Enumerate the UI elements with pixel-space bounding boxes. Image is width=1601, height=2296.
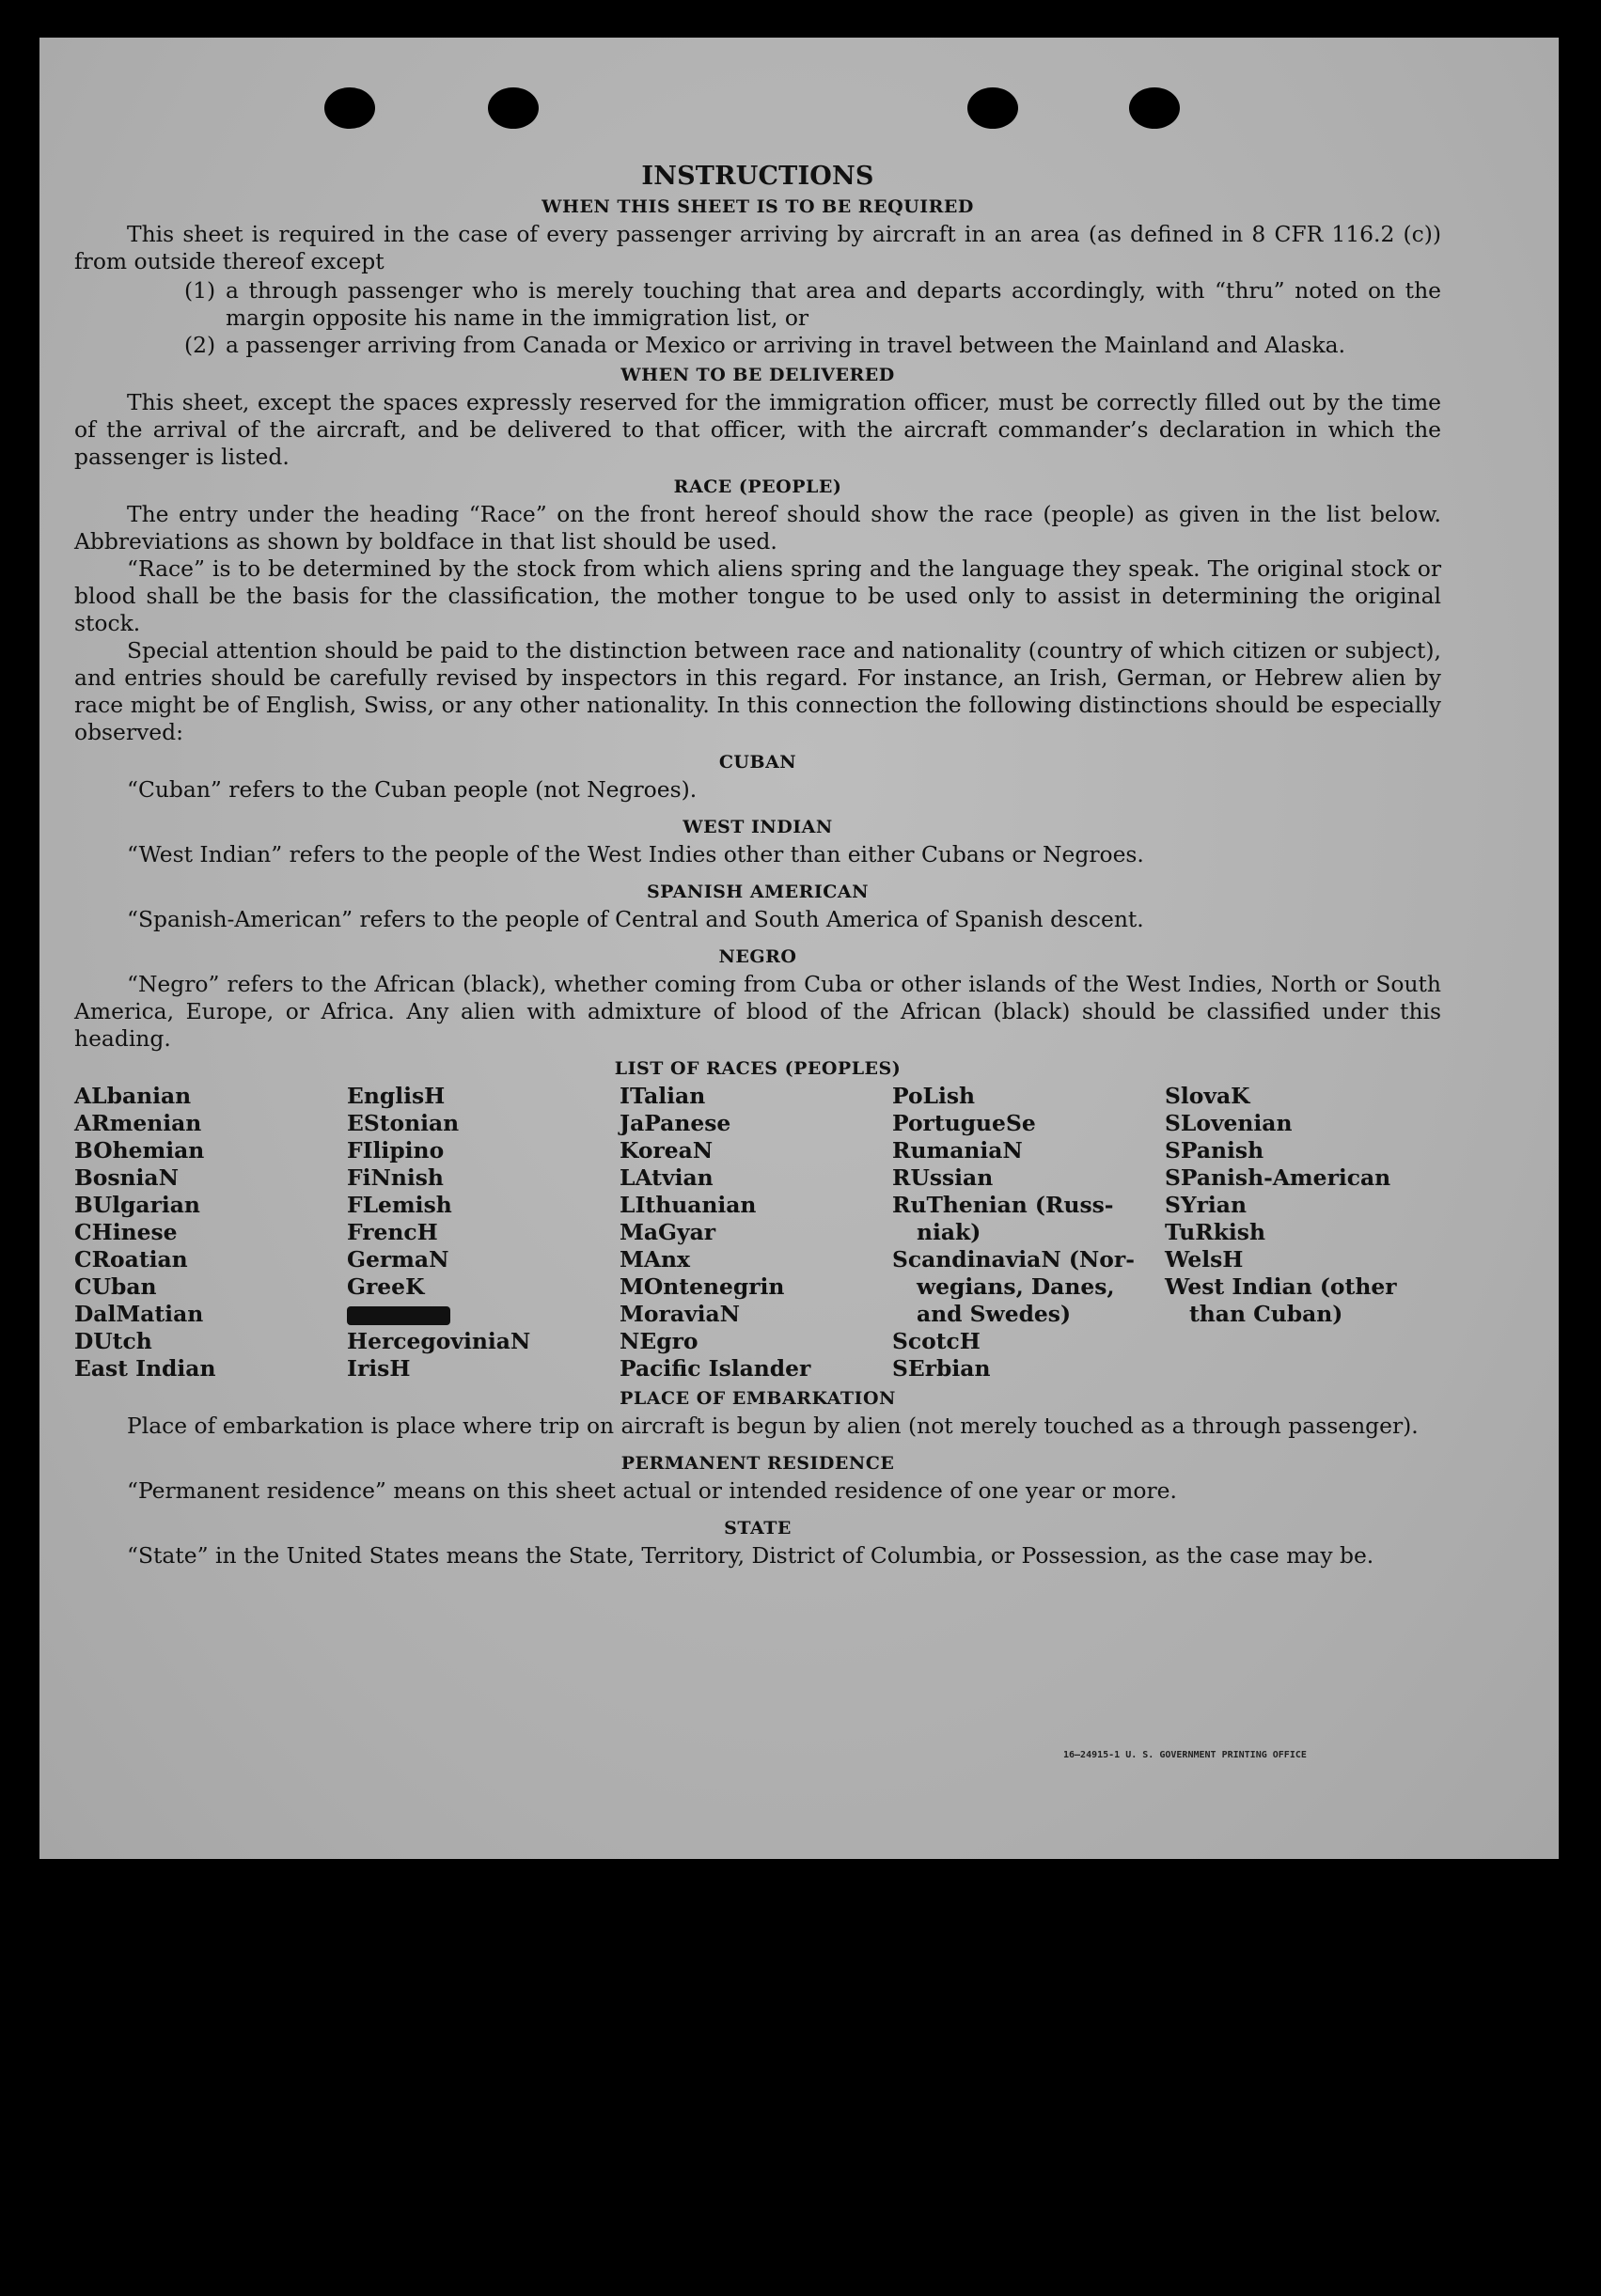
heading-state: STATE (724, 1518, 792, 1538)
race-item: PortugueSe (892, 1110, 1036, 1136)
race-item: RumaniaN (892, 1137, 1023, 1164)
race-item: ITalian (620, 1083, 706, 1109)
race-item: LIthuanian (620, 1192, 757, 1218)
punch-hole (967, 87, 1018, 129)
race-item: CRoatian (74, 1246, 188, 1273)
race-list (74, 1083, 1441, 1382)
race-item: SErbian (892, 1355, 991, 1382)
race-item: BUlgarian (74, 1192, 200, 1218)
race-column-3 (620, 1083, 892, 1382)
race-item: MOntenegrin (620, 1273, 785, 1300)
race-item: EStonian (347, 1110, 460, 1136)
heading-delivered: WHEN TO BE DELIVERED (620, 365, 895, 385)
race-paragraph-2: “Race” is to be determined by the stock from which aliens spring and the language they speak. The original stock or blood shall be the basis for the classification, the mother tongue to be used only to assist in determining the original stock. (74, 555, 1441, 636)
race-column-5 (1165, 1083, 1437, 1382)
race-item: BOhemian (74, 1137, 205, 1164)
heading-spanish-american: SPANISH AMERICAN (646, 882, 870, 902)
punch-hole (324, 87, 375, 129)
race-item: ALbanian (74, 1083, 192, 1109)
race-item: IrisH (347, 1355, 411, 1382)
race-item: WelsH (1165, 1246, 1244, 1273)
redaction-mark (347, 1306, 450, 1325)
exception-list (184, 277, 1441, 359)
race-column-2 (347, 1083, 620, 1382)
residence-text: “Permanent residence” means on this sheet actual or intended residence of one year or more. (127, 1477, 1177, 1504)
race-item-continued: niak) (917, 1219, 981, 1245)
race-item: ARmenian (74, 1110, 202, 1136)
race-item: FLemish (347, 1192, 452, 1218)
page-title: INSTRUCTIONS (641, 162, 874, 191)
race-item: HercegoviniaN (347, 1328, 531, 1354)
embarkation-text: Place of embarkation is place where trip on aircraft is begun by alien (not merely touched as a through passenger). (127, 1413, 1419, 1439)
race-item: West Indian (other (1165, 1273, 1397, 1300)
race-item: KoreaN (620, 1137, 714, 1164)
exception-item: (1) a through passenger who is merely touching that area and departs accordingly, with “thru” noted on the margin opposite his name in the immigration list, or (184, 277, 1441, 331)
race-item: FiNnish (347, 1164, 444, 1191)
race-item: TuRkish (1165, 1219, 1265, 1245)
race-item: ScandinaviaN (Nor- (892, 1246, 1135, 1273)
cuban-text: “Cuban” refers to the Cuban people (not Negroes). (127, 776, 698, 803)
race-item: GermaN (347, 1246, 449, 1273)
race-item: Pacific Islander (620, 1355, 811, 1382)
required-intro: This sheet is required in the case of every passenger arriving by aircraft in an area (as defined in 8 CFR 116.2 (c)) from outside thereof except (74, 221, 1441, 274)
exception-item: (2) a passenger arriving from Canada or Mexico or arriving in travel between the Mainland and Alaska. (184, 332, 1346, 358)
state-text: “State” in the United States means the State, Territory, District of Columbia, or Possession, as the case may be. (127, 1542, 1374, 1569)
race-item: FIlipino (347, 1137, 445, 1164)
race-item: EnglisH (347, 1083, 446, 1109)
instructions-body (74, 162, 1441, 1570)
race-item: MoraviaN (620, 1301, 740, 1327)
race-item: SPanish-American (1165, 1164, 1391, 1191)
race-item-continued: wegians, Danes, (917, 1273, 1115, 1300)
race-item: JaPanese (620, 1110, 731, 1136)
race-item: East Indian (74, 1355, 216, 1382)
heading-negro: NEGRO (718, 946, 797, 967)
heading-embarkation: PLACE OF EMBARKATION (620, 1388, 896, 1409)
race-column-1 (74, 1083, 347, 1382)
race-item: CUban (74, 1273, 157, 1300)
instruction-sheet (39, 38, 1559, 1859)
race-item: DUtch (74, 1328, 152, 1354)
punch-hole (488, 87, 539, 129)
race-item: GreeK (347, 1273, 425, 1300)
race-item: PoLish (892, 1083, 976, 1109)
race-item: SPanish (1165, 1137, 1264, 1164)
race-item: DalMatian (74, 1301, 204, 1327)
race-item: BosniaN (74, 1164, 179, 1191)
race-item-continued: than Cuban) (1189, 1301, 1343, 1327)
heading-west-indian: WEST INDIAN (683, 817, 833, 837)
race-item: NEgro (620, 1328, 698, 1354)
race-item: ScotcH (892, 1328, 981, 1354)
race-item: RuThenian (Russ- (892, 1192, 1114, 1218)
race-item: LAtvian (620, 1164, 714, 1191)
printing-office-code: 16—24915-1 U. S. GOVERNMENT PRINTING OFFICE (1063, 1750, 1307, 1760)
race-paragraph-3: Special attention should be paid to the distinction between race and nationality (country of which citizen or subject), and entries should be carefully revised by inspectors in this regard. For instance, an Irish, German, or Hebrew alien by race might be of English, Swiss, or any other nationality. In this connection the following distinctions should be especially observed: (74, 637, 1441, 745)
spanish-american-text: “Spanish-American” refers to the people of Central and South America of Spanish descent. (127, 906, 1144, 932)
race-item: MAnx (620, 1246, 690, 1273)
redacted-race-item (347, 1301, 620, 1328)
heading-cuban: CUBAN (718, 752, 797, 773)
delivered-text: This sheet, except the spaces expressly reserved for the immigration officer, must be correctly filled out by the time of the arrival of the aircraft, and be delivered to that officer, with the aircraft commander’s declaration in which the passenger is listed. (74, 389, 1441, 470)
race-column-4 (892, 1083, 1165, 1382)
race-item: SlovaK (1165, 1083, 1250, 1109)
race-paragraph-1: The entry under the heading “Race” on the front hereof should show the race (people) as given in the list below. Abbreviations as shown by boldface in that list should be used. (74, 501, 1441, 554)
race-item: CHinese (74, 1219, 178, 1245)
west-indian-text: “West Indian” refers to the people of the West Indies other than either Cubans or Negroes. (127, 841, 1144, 867)
race-item: FrencH (347, 1219, 438, 1245)
race-item: SYrian (1165, 1192, 1247, 1218)
race-item-continued: and Swedes) (917, 1301, 1072, 1327)
heading-permanent-residence: PERMANENT RESIDENCE (620, 1453, 895, 1474)
race-item: RUssian (892, 1164, 994, 1191)
negro-text: “Negro” refers to the African (black), whether coming from Cuba or other islands of the West Indies, North or South America, Europe, or Africa. Any alien with admixture of blood of the African (black) should be classified under this heading. (74, 971, 1441, 1052)
punch-hole (1129, 87, 1180, 129)
race-item: MaGyar (620, 1219, 716, 1245)
heading-list-of-races: LIST OF RACES (PEOPLES) (614, 1058, 902, 1079)
race-item: SLovenian (1165, 1110, 1293, 1136)
heading-required: WHEN THIS SHEET IS TO BE REQUIRED (542, 196, 974, 217)
heading-race: RACE (PEOPLE) (673, 476, 842, 497)
